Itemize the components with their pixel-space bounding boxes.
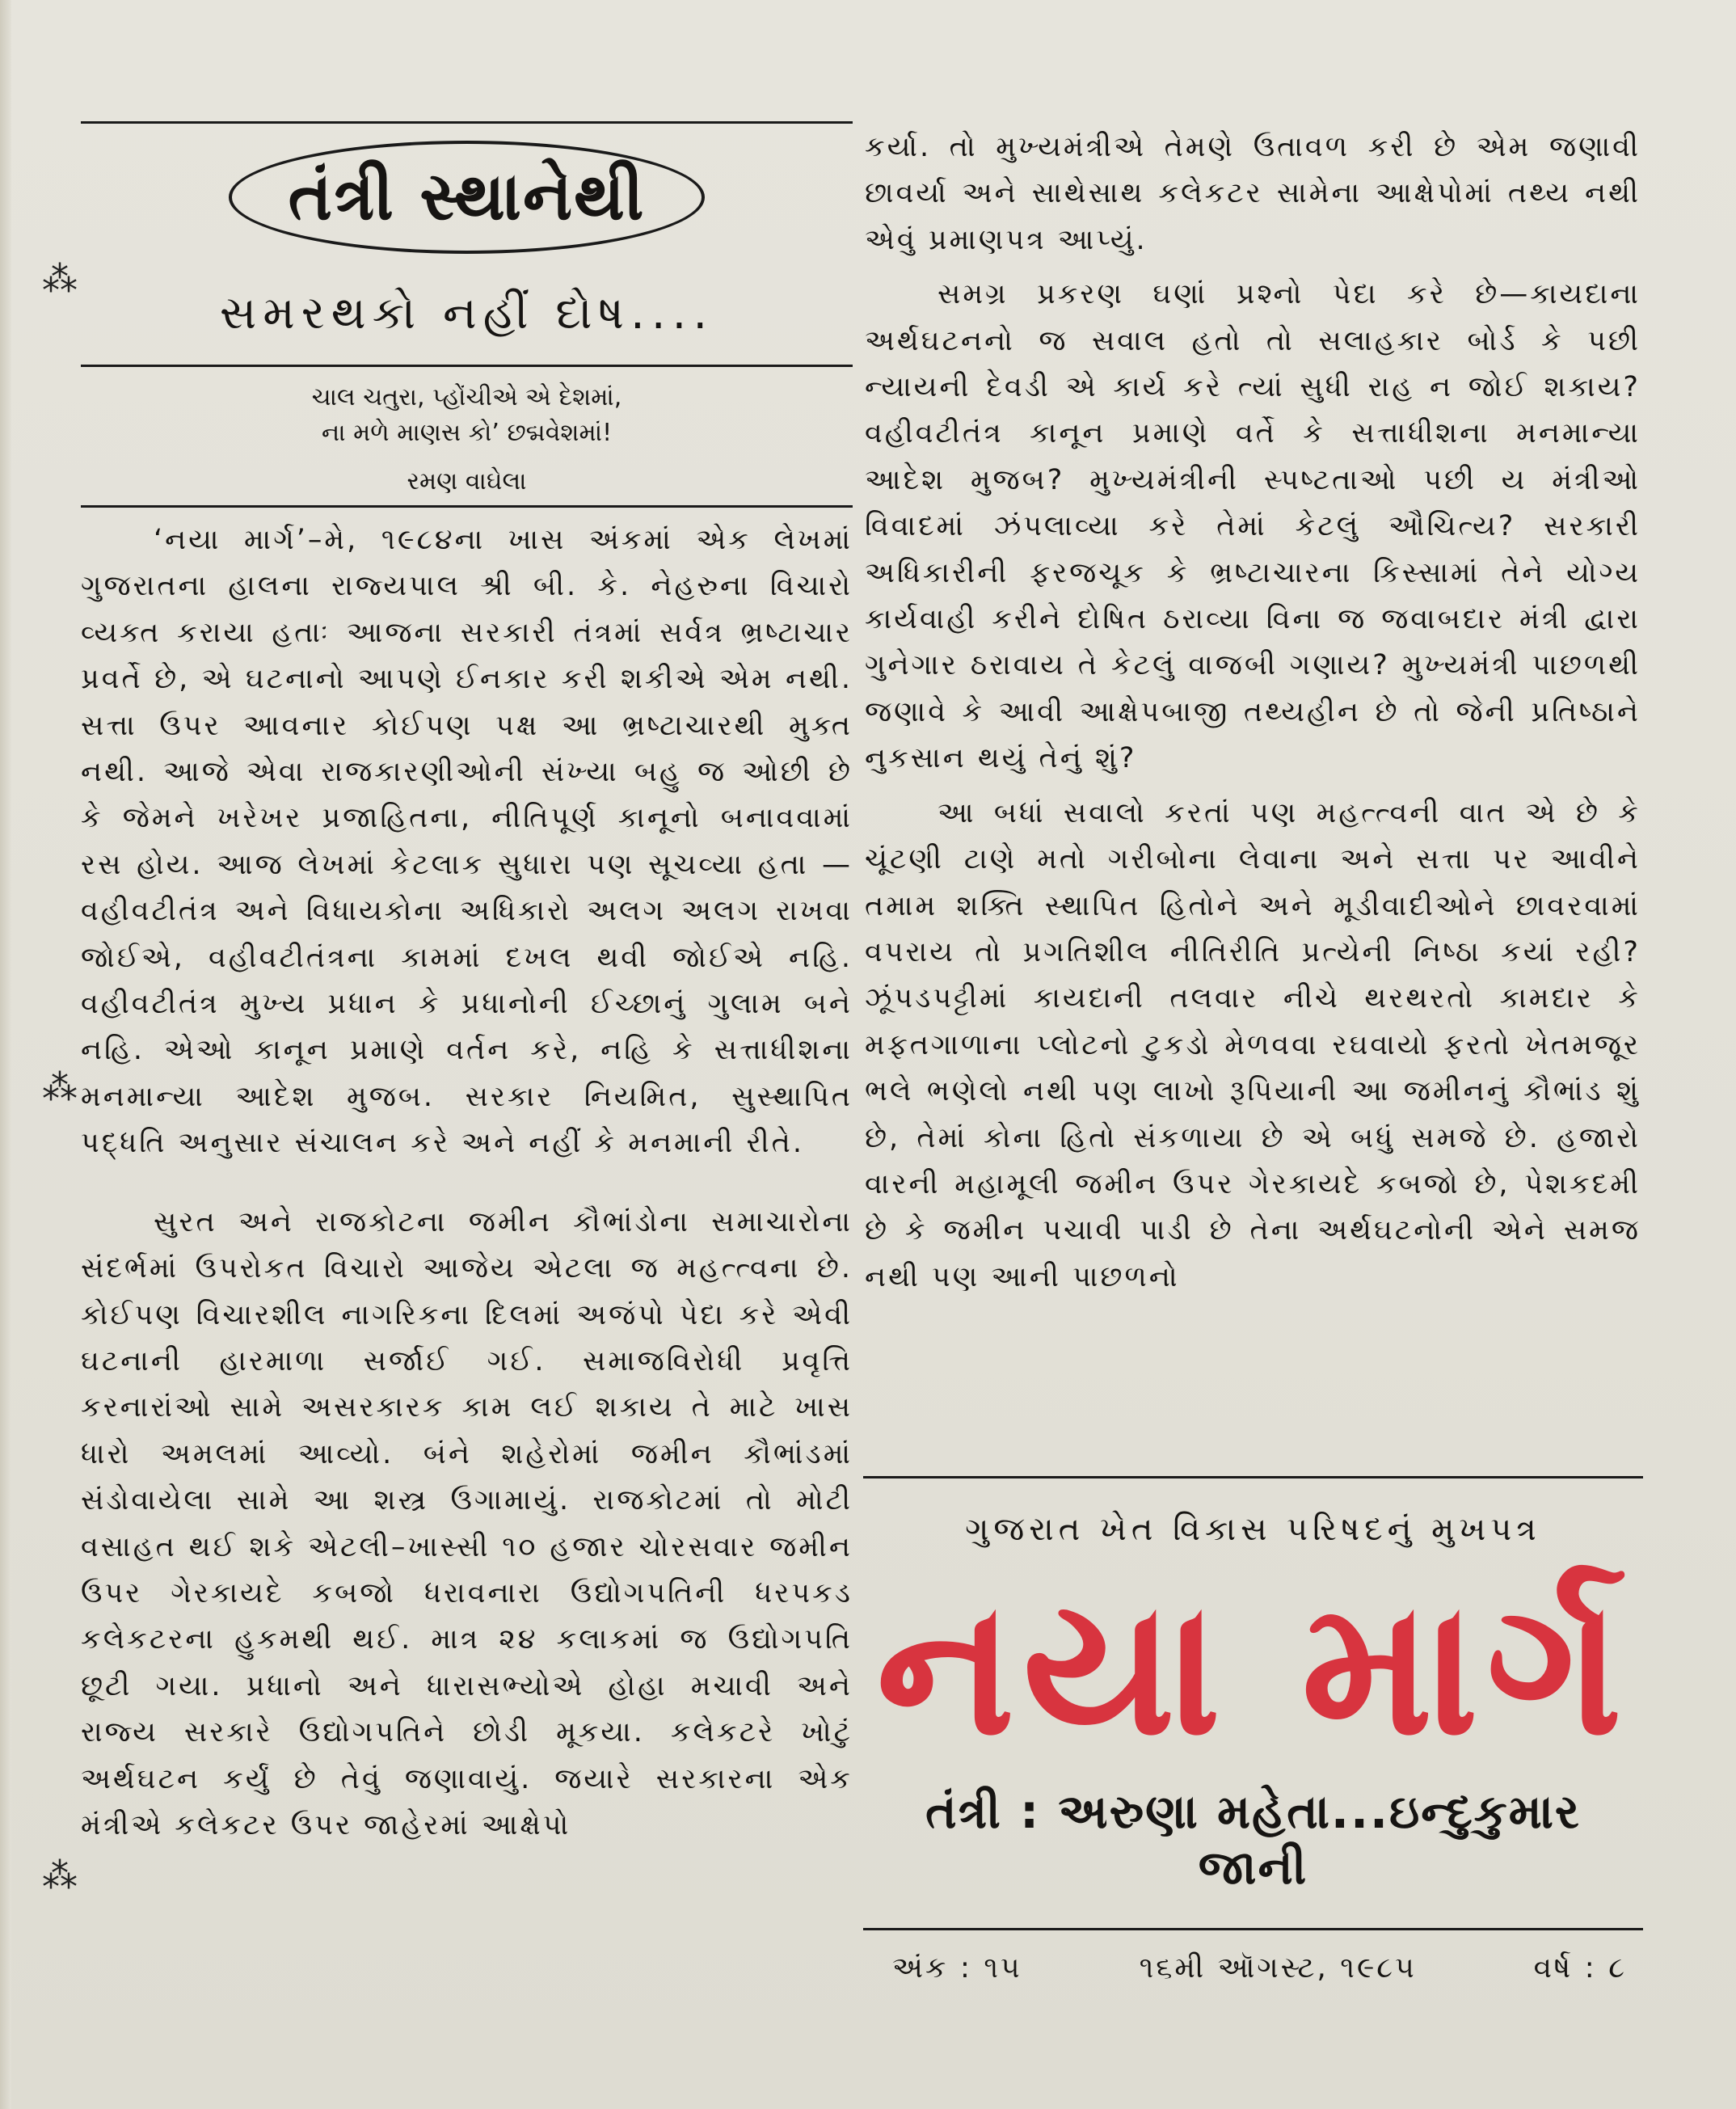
margin-mark: ⁂: [42, 1067, 78, 1108]
masthead-subtitle: ગુજરાત ખેત વિકાસ પરિષદનું મુખપત્ર: [965, 1511, 1541, 1548]
body-paragraph: સમગ્ર પ્રકરણ ઘણાં પ્રશ્નો પેદા કરે છે—કાયદાના અર્થઘટનનો જ સવાલ હતો તો સલાહકાર બોર્ડ કે પછી ન્યાયની દેવડી એ કાર્ય કરે ત્યાં સુધી રાહ ન જોઈ શકાય? વહીવટીતંત્ર કાનૂન પ્રમાણે વર્તે કે સત્તાધીશના મનમાન્યા આદેશ મુજબ? મુખ્યમંત્રીની સ્પષ્ટતાઓ પછી ય મંત્રીઓ વિવાદમાં ઝંપલાવ્યા કરે તેમાં કેટલું ઔચિત્ય? સરકારી અધિકારીની ફરજચૂક કે ભ્રષ્ટાચારના કિસ્સામાં તેને યોગ્ય કાર્યવાહી કરીને દોષિત ઠરાવ્યા વિના જ જવાબદાર મંત્રી દ્વારા ગુનેગાર ઠરાવાય તે કેટલું વાજબી ગણાય? મુખ્યમંત્રી પાછળથી જણાવે કે આવી આક્ષેપબાજી તથ્યહીન છે તો જેની પ્રતિષ્ઠાને નુકસાન થયું તેનું શું?: [865, 278, 1641, 775]
top-rule: [81, 121, 853, 124]
body-paragraph: સુરત અને રાજકોટના જમીન કૌભાંડોના સમાચારોના સંદર્ભમાં ઉપરોકત વિચારો આજેય એટલા જ મહત્ત્વના છે. કોઈપણ વિચારશીલ નાગરિકના દિલમાં અજંપો પેદા કરે એવી ઘટનાની હારમાળા સર્જાઈ ગઈ. સમાજવિરોધી પ્રવૃત્તિ કરનારાંઓ સામે અસરકારક કામ લઈ શકાય તે માટે ખાસ ધારો અમલમાં આવ્યો. બંને શહેરોમાં જમીન કૌભાંડમાં સંડોવાયેલા સામે આ શસ્ત્ર ઉગામાયું. રાજકોટમાં તો મોટી વસાહત થઈ શકે એટલી–ખાસ્સી ૧૦ હજાર ચોરસવાર જમીન ઉપર ગેરકાયદે કબજો ધરાવનારા ઉદ્યોગપતિની ધરપકડ કલેકટરના હુકમથી થઈ. માત્ર ૨૪ કલાકમાં જ ઉદ્યોગપતિ છૂટી ગયા. પ્રધાનો અને ધારાસભ્યોએ હોહા મચાવી અને રાજ્ય સરકારે ઉદ્યોગપતિને છોડી મૂકયા. કલેકટરે ખોટું અર્થઘટન કર્યું છે તેવું જણાવાયું. જયારે સરકારના એક મંત્રીએ કલેકટર ઉપર જાહેરમાં આક્ષેપો: [81, 1205, 853, 1841]
issue-number: અંક : ૧૫: [892, 1951, 1022, 1985]
body-paragraph: આ બધાં સવાલો કરતાં પણ મહત્ત્વની વાત એ છે કે ચૂંટણી ટાણે મતો ગરીબોના લેવાના અને સત્તા પર આવીને તમામ શક્તિ સ્થાપિત હિતોને અને મૂડીવાદીઓને છાવરવામાં વપરાય તો પ્રગતિશીલ નીતિરીતિ પ્રત્યેની નિષ્ઠા કયાં રહી? ઝૂંપડપટ્ટીમાં કાયદાની તલવાર નીચે થરથરતો કામદાર કે મફતગાળાના પ્લોટનો ટુકડો મેળવવા રઘવાયો ફરતો ખેતમજૂર ભલે ભણેલો નથી પણ લાખો રૂપિયાની આ જમીનનું કૌભાંડ શું છે, તેમાં કોના હિતો સંકળાયા છે એ બધું સમજે છે. હજારો વારની મહામૂલી જમીન ઉપર ગેરકાયદે કબજો છે, પેશકદમી છે કે જમીન પચાવી પાડી છે તેના અર્થઘટનોની એને સમજ નથી પણ આની પાછળનો: [865, 796, 1641, 1293]
masthead: [863, 1476, 1643, 1993]
epigraph: [81, 380, 853, 451]
page-edge: [0, 0, 11, 2109]
masthead-editors: તંત્રી : અરુણા મહેતા...ઇન્દુકુમાર જાની: [925, 1784, 1581, 1895]
margin-mark: ⁂: [42, 259, 78, 300]
issue-date: ૧૬મી ઑગસ્ટ, ૧૯૮૫: [1139, 1951, 1417, 1985]
margin-mark: ⁂: [42, 1855, 78, 1896]
epigraph-author: રમણ વાઘેલા: [407, 467, 527, 496]
body-paragraph: કર્યા. તો મુખ્યમંત્રીએ તેમણે ઉતાવળ કરી છે એમ જણાવી છાવર્યા અને સાથેસાથ કલેકટર સામેના આક્ષેપોમાં તથ્ય નથી એવું પ્રમાણપત્ર આપ્યું.: [865, 131, 1641, 256]
editorial-heading: તંત્રી સ્થાનેથી: [229, 141, 706, 254]
issue-volume: વર્ષ : ૮: [1533, 1951, 1627, 1985]
issue-line: [863, 1928, 1643, 1993]
epigraph-line: ચાલ ચતુરા, પ્હોંચીએ એ દેશમાં,: [311, 383, 622, 411]
title-rule: [81, 365, 853, 367]
article-title: સમરથકો નહીં દોષ....: [219, 287, 714, 340]
left-column: [81, 121, 853, 1849]
editorial-heading-block: [81, 129, 853, 266]
body-paragraph: ‘નયા માર્ગ’–મે, ૧૯૮૪ના ખાસ અંકમાં એક લેખમાં ગુજરાતના હાલના રાજ્યપાલ શ્રી બી. કે. નેહરુના વિચારો વ્યક્ત કરાયા હતાઃ આજના સરકારી તંત્રમાં સર્વત્ર ભ્રષ્ટાચાર પ્રવર્તે છે, એ ઘટનાનો આપણે ઈનકાર કરી શકીએ એમ નથી. સત્તા ઉપર આવનાર કોઈપણ પક્ષ આ ભ્રષ્ટાચારથી મુક્ત નથી. આજે એવા રાજકારણીઓની સંખ્યા બહુ જ ઓછી છે કે જેમને ખરેખર પ્રજાહિતના, નીતિપૂર્ણ કાનૂનો બનાવવામાં રસ હોય. આજ લેખમાં કેટલાક સુધારા પણ સૂચવ્યા હતા —વહીવટીતંત્ર અને વિધાયકોના અધિકારો અલગ અલગ રાખવા જોઈએ, વહીવટીતંત્રના કામમાં દખલ થવી જોઈએ નહિ. વહીવટીતંત્ર મુખ્ય પ્રધાન કે પ્રધાનોની ઈચ્છાનું ગુલામ બને નહિ. એઓ કાનૂન પ્રમાણે વર્તન કરે, નહિ કે સત્તાધીશના મનમાન્યા આદેશ મુજબ. સરકાર નિયમિત, સુસ્થાપિત પદ્ધતિ અનુસાર સંચાલન કરે અને નહીં કે મનમાની રીતે.: [81, 524, 853, 1160]
epigraph-line: ના મળે માણસ કો’ છદ્મવેશમાં!: [321, 419, 613, 447]
epigraph-rule: [81, 505, 853, 508]
masthead-rule: [863, 1476, 1643, 1478]
masthead-title: નયા માર્ગ: [876, 1561, 1630, 1777]
right-column: [865, 121, 1641, 1301]
